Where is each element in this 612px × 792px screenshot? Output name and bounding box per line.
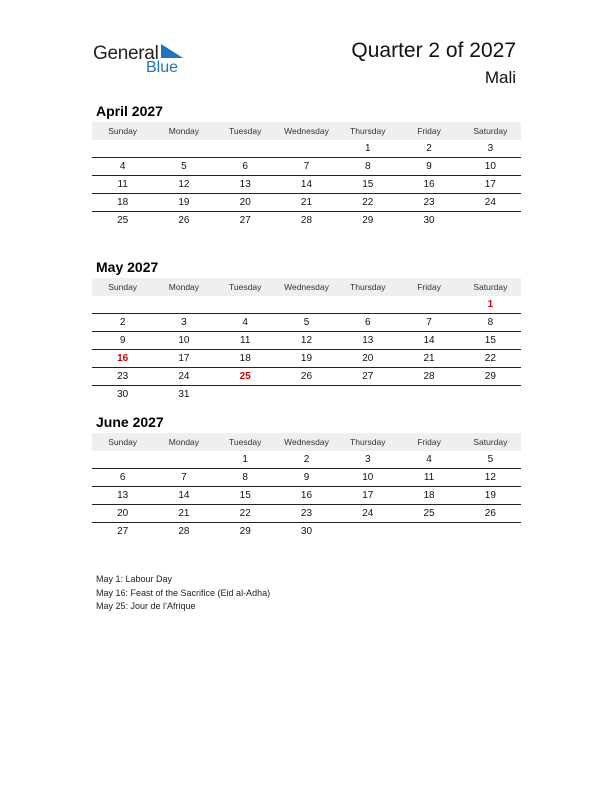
day-cell	[153, 451, 214, 469]
day-cell: 26	[276, 368, 337, 386]
day-cell: 29	[362, 215, 374, 226]
day-cell: 23	[276, 505, 337, 523]
week-row	[92, 523, 521, 541]
day-cell: 7	[398, 314, 459, 332]
day-cell: 28	[300, 215, 313, 226]
month-title: June 2027	[96, 414, 164, 430]
day-cell	[92, 296, 153, 314]
day-cell	[276, 386, 337, 404]
day-cell: 13	[92, 487, 153, 505]
day-cell	[337, 386, 398, 404]
calendar-table	[92, 433, 521, 540]
day-cell: 13	[215, 176, 276, 194]
day-cell: 12	[460, 469, 521, 487]
day-cell: 21	[276, 194, 337, 212]
day-cell: 2	[276, 451, 337, 469]
day-cell: 12	[276, 332, 337, 350]
week-row	[92, 368, 521, 386]
day-cell: 15	[337, 176, 398, 194]
day-cell: 30	[117, 389, 129, 400]
day-cell: 2	[398, 140, 459, 158]
day-cell	[92, 140, 153, 158]
day-cell: 1	[215, 451, 276, 469]
day-cell: 14	[276, 176, 337, 194]
day-cell: 27	[239, 215, 251, 226]
week-row	[92, 176, 521, 194]
day-cell	[460, 212, 521, 230]
logo-text-blue: Blue	[146, 59, 179, 76]
day-cell: 18	[215, 350, 276, 368]
day-cell	[153, 140, 214, 158]
weekday-header: Thursday	[337, 433, 398, 451]
day-cell: 14	[153, 487, 214, 505]
week-row	[92, 140, 521, 158]
day-cell: 11	[92, 176, 153, 194]
day-cell: 24	[460, 194, 521, 212]
day-cell	[460, 386, 521, 404]
day-cell: 7	[153, 469, 214, 487]
day-cell: 23	[92, 368, 153, 386]
week-row	[92, 469, 521, 487]
day-cell: 30	[423, 215, 435, 226]
week-row	[92, 332, 521, 350]
general-blue-logo	[93, 40, 193, 80]
day-cell: 27	[337, 368, 398, 386]
day-cell: 11	[215, 332, 276, 350]
weekday-header: Tuesday	[215, 278, 276, 296]
day-cell: 28	[178, 526, 190, 537]
month-title: April 2027	[96, 103, 163, 119]
weekday-header-row	[92, 122, 521, 140]
day-cell	[337, 523, 398, 541]
day-cell: 25	[398, 505, 459, 523]
day-cell: 8	[460, 314, 521, 332]
day-cell: 11	[398, 469, 459, 487]
day-cell: 2	[92, 314, 153, 332]
logo-text-general: General	[93, 43, 159, 64]
logo-triangle-icon	[161, 44, 183, 60]
day-cell	[276, 140, 337, 158]
day-cell: 29	[460, 368, 521, 386]
day-cell: 4	[215, 314, 276, 332]
day-cell: 30	[300, 526, 313, 537]
day-cell: 10	[337, 469, 398, 487]
day-cell	[153, 296, 214, 314]
week-row	[92, 350, 521, 368]
weekday-header: Tuesday	[215, 122, 276, 140]
weekday-header-row	[92, 278, 521, 296]
weekday-header: Thursday	[337, 122, 398, 140]
page-title: Quarter 2 of 2027	[351, 39, 516, 62]
weekday-header: Sunday	[92, 433, 153, 451]
weekday-header: Thursday	[337, 278, 398, 296]
week-row	[92, 505, 521, 523]
day-cell: 10	[460, 158, 521, 176]
holiday-note: May 1: Labour Day	[96, 574, 173, 584]
weekday-header: Wednesday	[276, 433, 337, 451]
day-cell: 8	[337, 158, 398, 176]
day-cell: 19	[276, 350, 337, 368]
day-cell	[460, 523, 521, 541]
day-cell: 5	[153, 158, 214, 176]
month-title: May 2027	[96, 259, 159, 275]
day-cell: 22	[460, 350, 521, 368]
week-row	[92, 451, 521, 469]
day-cell: 31	[178, 389, 190, 400]
day-cell	[215, 386, 276, 404]
weekday-header: Friday	[398, 278, 459, 296]
calendar-table	[92, 122, 521, 229]
month-june	[92, 414, 521, 540]
day-cell: 6	[215, 158, 276, 176]
day-cell: 8	[215, 469, 276, 487]
weekday-header: Wednesday	[276, 278, 337, 296]
day-cell	[92, 451, 153, 469]
day-cell: 26	[460, 505, 521, 523]
weekday-header: Monday	[153, 433, 214, 451]
day-cell: 19	[153, 194, 214, 212]
weekday-header: Friday	[398, 433, 459, 451]
day-cell: 16	[398, 176, 459, 194]
day-cell: 1	[460, 296, 521, 314]
day-cell: 14	[398, 332, 459, 350]
day-cell: 4	[92, 158, 153, 176]
day-cell: 17	[153, 350, 214, 368]
day-cell	[398, 386, 459, 404]
day-cell	[215, 296, 276, 314]
country-name: Mali	[484, 68, 516, 87]
day-cell: 10	[153, 332, 214, 350]
day-cell	[398, 296, 459, 314]
day-cell: 6	[92, 469, 153, 487]
day-cell: 5	[460, 451, 521, 469]
weekday-header: Wednesday	[276, 122, 337, 140]
day-cell: 12	[153, 176, 214, 194]
holiday-notes	[96, 573, 270, 614]
day-cell: 25	[215, 368, 276, 386]
day-cell	[337, 296, 398, 314]
day-cell: 20	[92, 505, 153, 523]
holiday-note: May 25: Jour de l’Afrique	[96, 601, 196, 611]
day-cell: 5	[276, 314, 337, 332]
month-may	[92, 259, 521, 403]
day-cell: 27	[117, 526, 129, 537]
weekday-header: Saturday	[460, 433, 521, 451]
day-cell: 6	[337, 314, 398, 332]
day-cell: 24	[153, 368, 214, 386]
day-cell: 18	[92, 194, 153, 212]
month-april	[92, 103, 521, 229]
day-cell: 19	[460, 487, 521, 505]
day-cell: 13	[337, 332, 398, 350]
weekday-header-row	[92, 433, 521, 451]
day-cell	[215, 140, 276, 158]
weekday-header: Friday	[398, 122, 459, 140]
day-cell: 26	[178, 215, 190, 226]
day-cell: 16	[276, 487, 337, 505]
calendar-table	[92, 278, 521, 403]
day-cell: 16	[92, 350, 153, 368]
weekday-header: Saturday	[460, 278, 521, 296]
day-cell: 29	[239, 526, 251, 537]
week-row	[92, 194, 521, 212]
week-row	[92, 314, 521, 332]
day-cell: 20	[337, 350, 398, 368]
week-row	[92, 158, 521, 176]
weekday-header: Saturday	[460, 122, 521, 140]
day-cell	[276, 296, 337, 314]
day-cell: 7	[276, 158, 337, 176]
day-cell: 9	[398, 158, 459, 176]
holiday-note: May 16: Feast of the Sacrifice (Eid al-Adha)	[96, 587, 271, 598]
week-row	[92, 212, 521, 230]
day-cell: 17	[460, 176, 521, 194]
day-cell: 9	[92, 332, 153, 350]
day-cell: 22	[337, 194, 398, 212]
day-cell: 23	[398, 194, 459, 212]
day-cell: 15	[215, 487, 276, 505]
day-cell: 22	[215, 505, 276, 523]
day-cell	[398, 523, 459, 541]
day-cell: 28	[398, 368, 459, 386]
weekday-header: Sunday	[92, 278, 153, 296]
day-cell: 18	[398, 487, 459, 505]
weekday-header: Tuesday	[215, 433, 276, 451]
day-cell: 9	[276, 469, 337, 487]
day-cell: 3	[153, 314, 214, 332]
week-row	[92, 386, 521, 404]
day-cell: 3	[460, 140, 521, 158]
weekday-header: Monday	[153, 122, 214, 140]
week-row	[92, 296, 521, 314]
day-cell: 4	[398, 451, 459, 469]
day-cell: 1	[337, 140, 398, 158]
day-cell: 3	[337, 451, 398, 469]
week-row	[92, 487, 521, 505]
day-cell: 21	[398, 350, 459, 368]
day-cell: 25	[117, 215, 129, 226]
day-cell: 15	[460, 332, 521, 350]
weekday-header: Sunday	[92, 122, 153, 140]
day-cell: 20	[215, 194, 276, 212]
day-cell: 21	[153, 505, 214, 523]
weekday-header: Monday	[153, 278, 214, 296]
day-cell: 24	[337, 505, 398, 523]
day-cell: 17	[337, 487, 398, 505]
